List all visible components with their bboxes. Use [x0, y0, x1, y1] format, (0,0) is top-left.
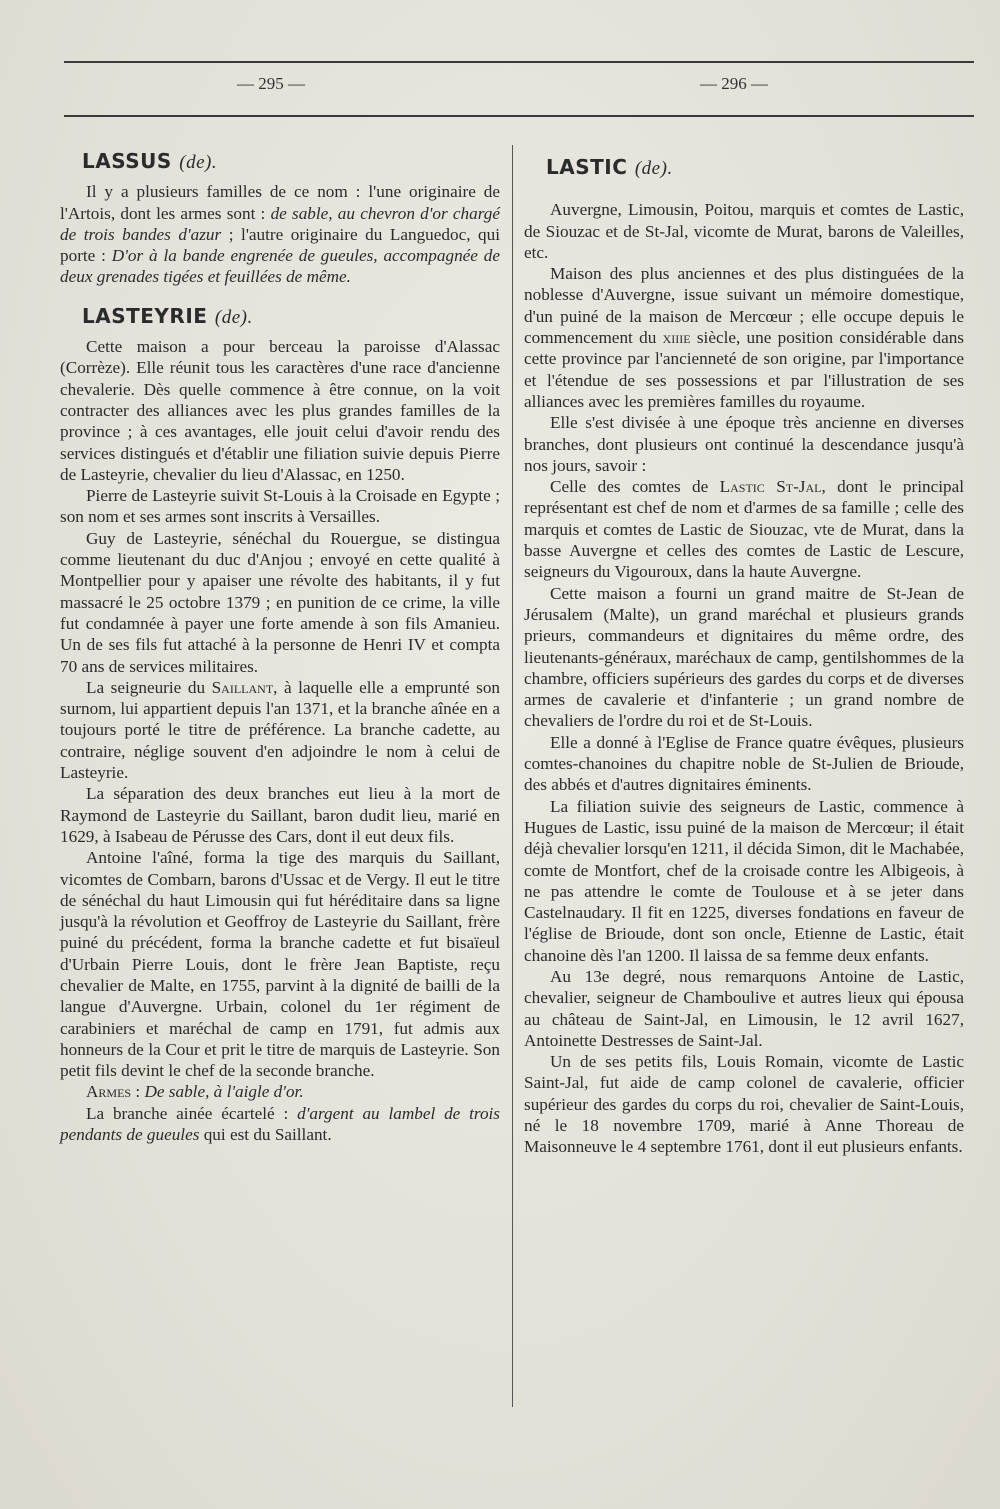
- small-caps-run: xiiie: [662, 328, 691, 348]
- heading-name: LASTIC: [546, 155, 628, 179]
- italic-run: D'or à la bande engrenée de gueules, accompagnée de deux grenades tigées et feuillées de même.: [60, 246, 501, 287]
- lasteyrie-paragraph-3: Guy de Lasteyrie, sénéchal du Rouergue, se distingua comme lieutenant du duc d'Anjou ; envoyé en cette qualité à Montpellier pour y apaiser une révolte des habitants, il y fut massacré le 25 octobre 1379 ; en punition de ce crime, la ville fut condamnée à payer une forte amende à son fils Amanieu. Un de ses fils fut attaché à la personne de Henri IV et compta 70 ans de services militaires.: [60, 528, 500, 676]
- text-run: Celle des comtes de: [550, 477, 720, 497]
- lastic-paragraph-3: Elle s'est divisée à une époque très ancienne en diverses branches, dont plusieurs ont continué la descendance jusqu'à nos jours, savoir :: [524, 413, 964, 475]
- header-rule: [64, 115, 974, 117]
- text-run: ; l'autre originaire du Languedoc, qui porte :: [60, 224, 500, 266]
- right-column: [524, 145, 964, 1158]
- top-rule: [64, 61, 974, 63]
- lastic-paragraph-4: [524, 476, 964, 582]
- armes-label: Armes: [86, 1082, 132, 1102]
- lastic-paragraph-2: [524, 263, 964, 412]
- italic-run: De sable, à l'aigle d'or.: [144, 1082, 304, 1102]
- page-number-right: — 296 —: [700, 74, 768, 93]
- heading-particle: (de).: [634, 158, 673, 179]
- lastic-paragraph-8: Au 13e degré, nous remarquons Antoine de Lastic, chevalier, seigneur de Chamboulive et autres lieux qui épousa au château de Saint-Jal, en Limousin, le 12 avril 1627, Antoinette Destresses de Saint-Jal.: [524, 966, 964, 1050]
- lasteyrie-paragraph-5: La séparation des deux branches eut lieu à la mort de Raymond de Lasteyrie du Saillant, baron dudit lieu, marié en 1629, à Isabeau de Pérusse des Cars, dont il eut deux fils.: [60, 784, 500, 846]
- italic-run: d'argent au lambel de trois pendants de gueules: [60, 1103, 500, 1145]
- entry-heading-lastic: [546, 157, 964, 179]
- page-number-left: — 295 —: [237, 74, 305, 93]
- text-run: siècle, une position considérable dans cette province par l'ancienneté de son origine, par l'importance et l'étendue de ses possessions et par l'illustration de ses alliances avec les premières familles du royaume.: [524, 328, 964, 411]
- column-divider: [512, 145, 513, 1407]
- entry-heading-lasteyrie: [82, 303, 500, 328]
- lastic-paragraph-1: Auvergne, Limousin, Poitou, marquis et comtes de Lastic, de Siouzac et de St-Jal, vicomte de Murat, barons de Valeilles, etc.: [524, 200, 964, 262]
- lastic-paragraph-9: Un de ses petits fils, Louis Romain, vicomte de Lastic Saint-Jal, fut aide de camp colonel de cavalerie, officier supérieur des gardes du corps du roi, chevalier de Saint-Louis, né le 18 novembre 1709, marié à Anne Thoreau de Maisonneuve le 4 septembre 1761, dont il eut plusieurs enfants.: [524, 1052, 964, 1157]
- text-run: :: [131, 1082, 145, 1102]
- lasteyrie-paragraph-1: Cette maison a pour berceau la paroisse d'Alassac (Corrèze). Elle réunit tous les caractères d'une race d'ancienne chevalerie. Dès quelle commence à être connue, on la voit contracter des alliances avec les plus grandes familles de la province ; à ces avantages, elle jouit celui d'avoir rendu des services distingués et d'établir une filiation suivie depuis Pierre de Lasteyrie, chevalier du lieu d'Alassac, en 1250.: [60, 337, 500, 484]
- small-caps-run: Saillant: [211, 677, 274, 697]
- lastic-paragraph-5: Cette maison a fourni un grand maitre de St-Jean de Jérusalem (Malte), un grand maréchal et plusieurs grands prieurs, commandeurs et dignitaires du même ordre, des lieutenants-généraux, maréchaux de camp, gentilshommes de la chambre, officiers supérieurs des gardes du corps et de diverses armes de cavalerie et d'infanterie ; un grand nombre de chevaliers de l'ordre du roi et de St-Louis.: [524, 583, 964, 731]
- heading-particle: (de).: [214, 306, 253, 328]
- text-run: La seigneurie du: [86, 677, 212, 697]
- entry-heading-lassus: [82, 151, 500, 173]
- text-run: , dont le principal représentant est chef de nom et d'armes de sa famille ; celle des marquis et comtes de Lastic de Siouzac, vte de Murat, dans la basse Auvergne et celles des comtes de Lastic de Lescure, seigneurs du Vigouroux, dans la haute Auvergne.: [524, 477, 964, 582]
- small-caps-run: Lastic St-Jal: [719, 477, 822, 497]
- lasteyrie-paragraph-4: [60, 677, 500, 783]
- text-run: La branche ainée écartelé :: [86, 1103, 298, 1123]
- heading-name: LASSUS: [82, 149, 172, 173]
- heading-name: LASTEYRIE: [82, 303, 208, 328]
- lasteyrie-armes: [60, 1081, 500, 1102]
- text-run: Maison des plus anciennes et des plus distinguées de la noblesse d'Auvergne, issue suivant un mémoire domestique, d'un puiné de la maison de Mercœur ; elle occupe depuis le commencement du: [524, 264, 964, 348]
- lasteyrie-paragraph-7: [60, 1103, 500, 1146]
- text-run: Il y a plusieurs familles de ce nom : l'une originaire de l'Artois, dont les armes sont :: [60, 182, 500, 223]
- text-run: qui est du Saillant.: [199, 1125, 332, 1145]
- left-column: [60, 145, 500, 1145]
- heading-particle: (de).: [179, 152, 218, 173]
- text-run: , à laquelle elle a emprunté son surnom, lui appartient depuis l'an 1371, et la branche aînée en a toujours porté le titre de préférence. La branche cadette, au contraire, néglige souvent d'en adjoindre le nom à celui de Lasteyrie.: [60, 677, 501, 783]
- lastic-paragraph-7: La filiation suivie des seigneurs de Lastic, commence à Hugues de Lastic, issu puiné de la maison de Mercœur; il était déjà chevalier lorsqu'en 1211, il décida Simon, dit le Machabée, comte de Montfort, chef de la croisade contre les Albigeois, à ne pas attendre le comte de Toulouse et à se jeter dans Castelnaudary. Il fit en 1225, diverses fondations en faveur de l'église de Brioude, dont son oncle, Etienne de Lastic, était chanoine dès l'an 1200. Il laissa de sa femme deux enfants.: [524, 796, 964, 965]
- lastic-paragraph-6: Elle a donné à l'Eglise de France quatre évêques, plusieurs comtes-chanoines du chapitre noble de St-Julien de Brioude, des abbés et d'autres dignitaires éminents.: [524, 732, 964, 795]
- lasteyrie-paragraph-6: Antoine l'aîné, forma la tige des marquis du Saillant, vicomtes de Combarn, barons d'Ussac et de Vergy. Il eut le titre de sénéchal du haut Limousin qui fut héréditaire dans sa ligne jusqu'à la révolution et Geoffroy de Lasteyrie du Saillant, frère puiné du précédent, forma la branche cadette et fut bisaïeul d'Urbain Pierre Louis, dont le frère Jean Baptiste, reçu chevalier de Malte, en 1755, parvint à la dignité de bailli de la langue d'Auvergne. Urbain, colonel du 1er régiment de carabiniers et maréchal de camp en 1791, fut admis aux honneurs de la Cour et prit le titre de marquis de Lasteyrie. Son petit fils devint le chef de la seconde branche.: [60, 848, 500, 1081]
- italic-run: de sable, au chevron d'or chargé de trois bandes d'azur: [60, 203, 500, 244]
- lasteyrie-paragraph-2: Pierre de Lasteyrie suivit St-Louis à la Croisade en Egypte ; son nom et ses armes sont inscrits à Versailles.: [60, 486, 500, 527]
- lassus-paragraph: [60, 181, 500, 287]
